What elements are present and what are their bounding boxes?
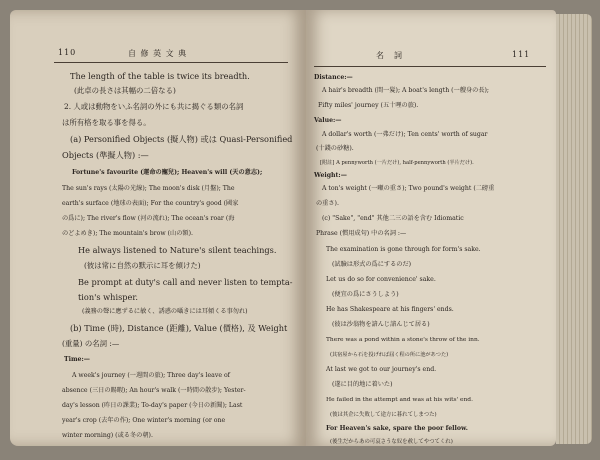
text-line: Weight:—: [314, 172, 347, 179]
text-line: (a) Personified Objects (擬人物) 或は Quasi-Personified: [70, 134, 293, 144]
text-line: Phrase (慣用成句) 中の名詞 :—: [316, 230, 407, 237]
text-line: (試驗は形式の爲にするのだ): [332, 261, 412, 268]
text-line: (後生だからあの可哀さうな奴を赦してやつてくれ): [330, 439, 453, 445]
text-line: (c) "Sake", "end" 其他二三の語を含む Idiomatic: [322, 215, 464, 222]
text-line: year's crop (去年の作); One winter's morning (or one: [62, 417, 226, 424]
text-line: 2. 人或は動物をいふ名詞の外にも共に揭ぐる類の名詞: [64, 102, 244, 111]
text-line: Time:—: [64, 356, 90, 363]
text-line: day's lesson (昨日の課業); To-day's paper (今日の新聞); Last: [62, 402, 243, 409]
text-line: A ton's weight (一噸の重さ); Two pound's weight (二磅重: [322, 185, 495, 192]
text-line: The length of the table is twice its breadth.: [70, 71, 250, 81]
text-line: (遂に目的地に着いた): [332, 381, 393, 388]
text-line: Fortune's favourite (運命の寵兒); Heaven's will (天の意志);: [72, 169, 263, 176]
text-line: earth's surface (地球の表面); For the country's good (國家: [62, 200, 239, 207]
text-line: (彼は常に自然の默示に耳を傾けた): [84, 261, 201, 270]
text-line: Let us do so for convenience' sake.: [326, 276, 436, 283]
text-line: A hair's breadth (間一髮); A boat's length (一艘身の長);: [322, 87, 490, 94]
open-book: [4, 4, 596, 456]
text-line: (便宜の爲にさうしよう): [332, 291, 399, 298]
text-line: Value:—: [314, 117, 342, 124]
text-line: (義務の聲に應ずるに敏く、誘惑の囁きには耳傾くる事勿れ): [82, 308, 248, 315]
text-line: Be prompt at duty's call and never listen to tempta-: [78, 277, 293, 287]
text-line: For Heaven's sake, spare the poor fellow.: [326, 425, 468, 432]
text-line: The examination is gone through for form's sake.: [326, 246, 481, 253]
left-page-number: 110: [58, 48, 77, 57]
text-line: は所有格を取る事を得る。: [62, 118, 151, 127]
text-line: Distance:—: [314, 74, 353, 81]
text-line: (b) Time (時), Distance (距離), Value (價格), 及 Weight: [70, 323, 288, 333]
text-line: (十錢の砂糖).: [316, 145, 354, 152]
text-line: (重量) の名詞 :—: [62, 339, 120, 348]
text-line: winter morning) (或る冬の朝).: [62, 432, 153, 439]
text-line: の爲に); The river's flow (河の流れ); The ocean's roar (海: [62, 215, 235, 222]
text-line: absence (三日の賜暇); An hour's walk (一時間の散步); Yester-: [62, 387, 246, 394]
text-line: A week's journey (一週間の旅); Three day's leave of: [72, 372, 230, 379]
left-header-rule: [54, 62, 288, 63]
text-line: The sun's rays (太陽の光線); The moon's disk (月盤); The: [62, 185, 235, 192]
text-line: A dollar's worth (一弗だけ); Ten cents' worth of sugar: [322, 131, 488, 138]
text-line: He has Shakespeare at his fingers' ends.: [326, 306, 454, 313]
left-running-head: 自 修 英 文 典: [128, 49, 188, 58]
text-line: tion's whisper.: [78, 292, 138, 302]
right-header-rule: [314, 66, 546, 67]
right-page-number: 111: [512, 50, 531, 59]
left-page: [10, 10, 306, 446]
text-line: の重さ).: [316, 200, 339, 207]
text-line: (彼は其企に失敗して途方に暮れてしまつた): [330, 412, 437, 418]
right-running-head: 名 詞: [376, 51, 403, 60]
text-line: He failed in the attempt and was at his wits' end.: [326, 397, 473, 403]
page-edges: [556, 14, 592, 444]
text-line: There was a pond within a stone's throw of the inn.: [326, 337, 480, 343]
text-line: At last we got to our journey's end.: [326, 366, 437, 373]
text-line: [附註] A pennyworth (一片だけ), half-pennyworth (半片だけ).: [320, 160, 474, 166]
text-line: Objects (準擬人物) :—: [62, 150, 149, 160]
right-page: [306, 10, 556, 446]
text-line: (其宿屋から石を投げれば屆く程の所に池があつた): [330, 352, 449, 358]
text-line: Fifty miles' journey (五十哩の旅).: [318, 102, 419, 109]
text-line: のどよめき); The mountain's brow (山の額).: [62, 230, 193, 237]
text-line: (此卓の長さは其幅の二倍なる): [74, 86, 176, 95]
text-line: He always listened to Nature's silent teachings.: [78, 245, 277, 255]
text-line: (彼は沙翁物を諳んじ諳んじて居る): [332, 321, 430, 328]
